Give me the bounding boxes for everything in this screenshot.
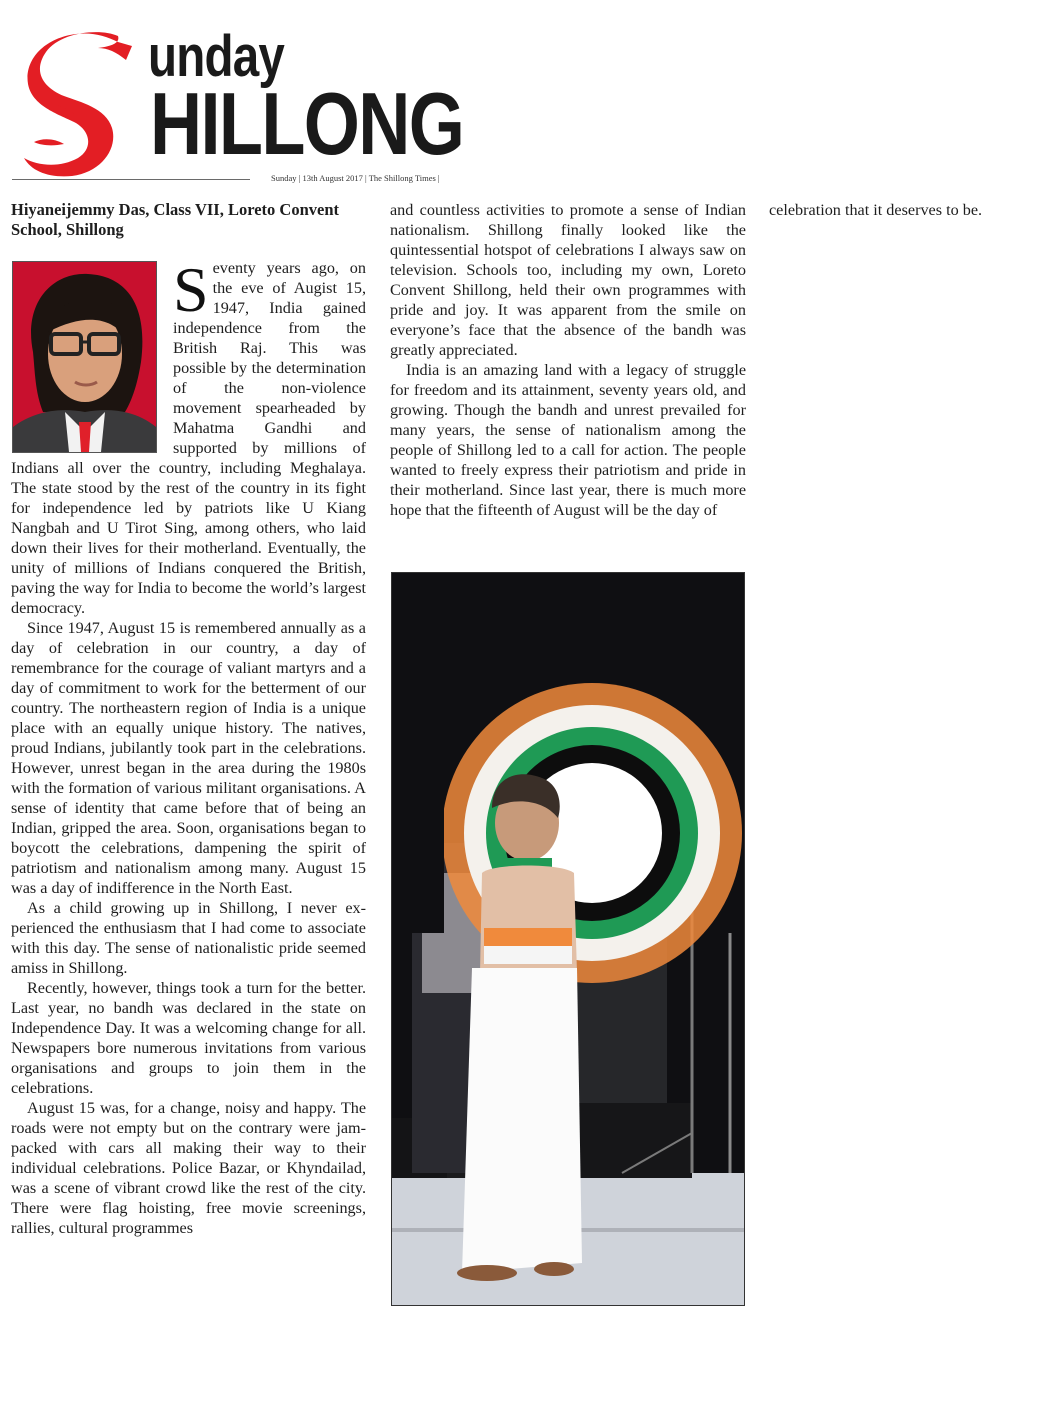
paragraph: India is an amazing land with a legacy of struggle for freedom and its attainment, seventy years old, and growing. Though the bandh and unrest prevailed for many years, the sense of nationalism among the people of Shillong led to a call for action. The people wanted to freely express their patriotism and pride in their motherland. Since last year, there is much more hope that the fifteenth of August will be the day of: [390, 361, 746, 519]
byline: Hiyaneijemmy Das, Class VII, Loreto Convent School, Shillong: [11, 200, 340, 239]
paragraph: and countless activities to promote a sense of Indian nationalism. Shillong finally looked like the quintessential hotspot of celebrations I always saw on television. Schools too, including my own, Loreto Convent Shillong, held their own programmes with pride and joy. It was apparent from the smile on everyone’s face that the absence of the bandh was greatly appreciated.: [390, 201, 746, 359]
sunday-shillong-logo-icon: [20, 30, 138, 180]
masthead-rule: [12, 179, 250, 180]
paragraph: Since 1947, August 15 is remembered annually as a day of celebration in our country, a day of remembrance for the courage of valiant martyrs and a day of commitment to work for the betterment of our country. The northeastern region of India is a unique place with an equally unique history. The natives, proud Indians, jubilantly took part in the celebrations. However, unrest began in the area during the 1980s with the formation of various militant organisations. A sense of identity that came before that of being an Indian, gripped the area. Soon, organisations began to boycott the celebrations, dampening the spirit of patriotism and nationalism among many. August 15 was a day of indifference in the North East.: [11, 619, 366, 897]
article-column-1: [11, 200, 366, 1238]
masthead: [0, 0, 520, 190]
paragraph: Recently, however, things took a turn for the better. Last year, no bandh was declared in the state on Independence Day. It was a welcoming change for all. Newspapers bore numerous invitations from various organisations and groups to join them in the celebrations.: [11, 979, 366, 1097]
drop-cap: S: [173, 254, 209, 325]
author-portrait: [12, 261, 157, 453]
paragraph: August 15 was, for a change, noisy and happy. The roads were not empty but on the contrary were jam-packed with cars all making their way to their individual celebrations. Police Bazar, or Khyndailad, was a scene of vibrant crowd like the rest of the city. There were flag hoisting, free movie screenings, rallies, cultural programmes: [11, 1099, 366, 1237]
event-photo: [391, 572, 745, 1306]
paragraph: As a child growing up in Shillong, I never experienced the enthusiasm that I had come to associate with this day. The sense of nationalistic pride seemed amiss in Shillong.: [11, 899, 366, 977]
paragraph: celebration that it deserves to be.: [769, 201, 983, 219]
masthead-title-bottom: HILLONG: [150, 74, 464, 173]
dateline: Sunday | 13th August 2017 | The Shillong Times |: [271, 173, 440, 183]
child-tricolour-costume-image: [392, 573, 744, 1305]
paragraph-text: eventy years ago, on the eve of Augist 15, 1947, India gained independence from the British Raj. This was possible by the determination of the non-violence movement spearheaded by Mahatma Gandhi and supported by millions of Indians all over the country, including Meghalaya. The state stood by the rest of the country in its fight for independence led by patriots like U Kiang Nangbah and U Tirot Sing, among others, who laid down their lives for their motherland. Eventually, the unity of millions of Indians conquered the British, paving the way for India to become the world’s largest democracy.: [11, 259, 366, 617]
portrait-image: [13, 262, 156, 452]
masthead-title-top: unday: [148, 24, 284, 89]
article-column-3: [769, 200, 1029, 220]
article-column-2: [390, 200, 746, 520]
